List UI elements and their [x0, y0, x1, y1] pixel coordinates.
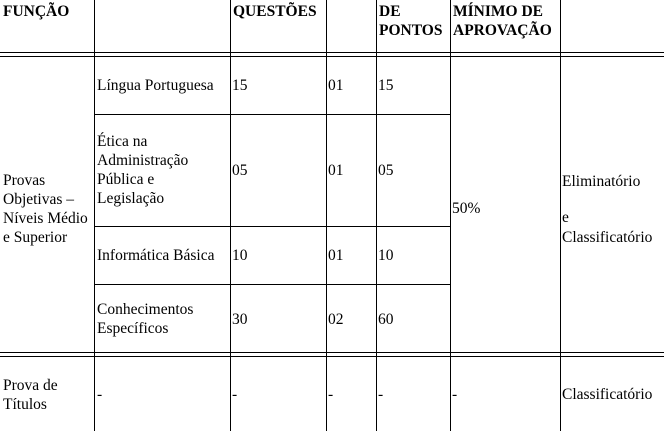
minimo-value: 50%	[452, 200, 481, 217]
pontos-value: 60	[378, 311, 394, 328]
row-rule-1	[94, 114, 450, 115]
header-minimo-line1: MÍNIMO DE	[453, 3, 543, 20]
row-rule-2	[94, 226, 450, 227]
subject-name: Informática Básica	[97, 247, 215, 264]
peso-value: 02	[328, 311, 344, 328]
row-rule-3	[94, 284, 450, 285]
col-rule-5	[450, 0, 451, 431]
questoes-value: 30	[232, 311, 248, 328]
carater-line: e	[562, 209, 569, 226]
peso-value: 01	[328, 77, 344, 94]
titulos-label-line: Títulos	[3, 396, 47, 413]
objetivas-label-line: Objetivas –	[3, 191, 75, 208]
objetivas-label-line: Provas	[3, 172, 46, 189]
pontos-value: 15	[378, 77, 394, 94]
questoes-value: 15	[232, 77, 248, 94]
header-rule-double	[0, 56, 664, 57]
subject-name: Administração	[97, 152, 189, 169]
subject-name: Ética na	[97, 133, 148, 150]
titulos-label-line: Prova de	[3, 377, 58, 394]
pontos-value: 05	[378, 162, 394, 179]
header-minimo-line2: APROVAÇÃO	[453, 22, 552, 39]
objetivas-label-line: e Superior	[3, 229, 68, 246]
pontos-value: -	[378, 386, 384, 403]
questoes-value: 05	[232, 162, 248, 179]
questoes-value: 10	[232, 247, 248, 264]
peso-value: 01	[328, 162, 344, 179]
col-rule-6	[560, 0, 561, 431]
carater-value: Classificatório	[562, 386, 653, 403]
peso-value: -	[328, 386, 334, 403]
subject-name: Língua Portuguesa	[97, 77, 214, 94]
minimo-value: -	[452, 386, 458, 403]
subject-name: -	[97, 386, 103, 403]
col-rule-3	[326, 0, 327, 431]
col-rule-4	[376, 0, 377, 431]
carater-line: Eliminatório	[562, 173, 641, 190]
col-rule-1	[94, 0, 95, 431]
header-questoes: QUESTÕES	[233, 3, 317, 20]
objetivas-label-line: Níveis Médio	[3, 210, 88, 227]
header-pontos-line2: PONTOS	[379, 22, 443, 39]
subject-name: Legislação	[97, 190, 165, 207]
section-rule-double	[0, 356, 664, 357]
header-funcao: FUNÇÃO	[3, 3, 70, 20]
col-rule-2	[230, 0, 231, 431]
peso-value: 01	[328, 247, 344, 264]
subject-name: Pública e	[97, 171, 155, 188]
subject-name: Conhecimentos	[97, 301, 194, 318]
subject-name: Específicos	[97, 320, 169, 337]
header-pontos-line1: DE	[379, 3, 401, 20]
questoes-value: -	[232, 386, 238, 403]
carater-line: Classificatório	[562, 229, 653, 246]
header-rule	[0, 52, 664, 53]
pontos-value: 10	[378, 247, 394, 264]
section-rule	[0, 352, 664, 353]
